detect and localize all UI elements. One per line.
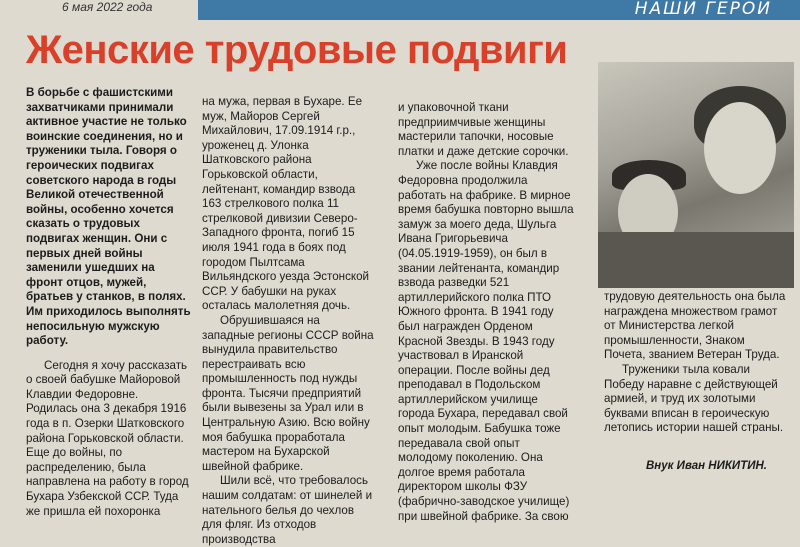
article-column-1 <box>26 86 192 519</box>
body-paragraph: на мужа, первая в Бухаре. Ее муж, Майоров Сергей Михайлович, 17.09.1914 г.р., уроженец д. Улонка Шатковского района Горьковской области, лейтенант, командир взвода 163 стрелкового полка 11 стрелковой дивизии Северо-Западного фронта, погиб 15 июля 1941 года в боях под городом Пылтсама Вильяндского уезда Эстонской ССР. У бабушки на руках осталась малолетняя дочь. <box>202 95 369 313</box>
body-paragraph: Уже после войны Клавдия Федоровна продолжила работать на фабрике. В мирное время бабушка повторно вышла замуж за моего деда, Шульга Ивана Григорьевича (04.05.1919-1959), он был в звании лейтенанта, командир взвода разведки 521 артиллерийского полка ПТО Южного фронта. В 1941 году был награжден Орденом Красной Звезды. В 1943 году участвовал в Иранской операции. После войны дед преподавал в Подольском артиллерийском училище города Бухара, передавал свой опыт молодым. Бабушка тоже передавала свой опыт молодому поколению. Она долгое время работала директором школы ФЗУ (фабрично-заводское училище) при швейной фабрике. За свою <box>398 159 574 523</box>
article-column-2 <box>202 95 374 547</box>
article-column-4 <box>604 290 788 436</box>
article-headline: Женские трудовые подвиги <box>26 28 568 72</box>
body-paragraph: трудовую деятельность она была награждена множеством грамот от Министерства легкой промышленности, Знаком Почета, званием Ветеран Труда. <box>604 290 786 362</box>
photo-woman-face <box>704 102 776 194</box>
article-column-3 <box>398 101 576 524</box>
body-paragraph: Труженики тыла ковали Победу наравне с действующей армией, и труд их золотыми буквами вписан в героическую летопись истории нашей страны. <box>604 362 784 435</box>
author-signature: Внук Иван НИКИТИН. <box>646 460 767 472</box>
photo-clothing <box>598 232 794 288</box>
rubric-title: НАШИ ГЕРОИ <box>634 0 772 19</box>
portrait-photo <box>598 62 794 288</box>
body-paragraph: Обрушившаяся на западные регионы СССР война вынудила правительство перестраивать всю промышленность под нужды фронта. Тысячи предприятий были вывезены за Урал или в Центральную Азию. Всю войну моя бабушка проработала мастером на Бухарской швейной фабрике. <box>202 313 374 473</box>
body-paragraph: и упаковочной ткани предприимчивые женщины мастерили тапочки, носовые платки и даже детские сорочки. <box>398 101 569 158</box>
lead-paragraph: В борьбе с фашистскими захватчиками принимали активное участие не только воинские соединения, но и труженики тыла. Говоря о героических подвигах советского народа в годы Великой отечественной войны, особенно хочется сказать о трудовых подвигах женщин. Они с первых дней войны заменили ушедших на фронт отцов, мужей, братьев у станков, в полях. Им приходилось выполнять непосильную мужскую работу. <box>26 86 191 348</box>
body-paragraph: Сегодня я хочу рассказать о своей бабушке Майоровой Клавдии Федоровне. Родилась она 3 декабря 1916 года в п. Озерки Шатковского района Горьковской области. Еще до войны, по распределению, была направлена на работу в город Бухара Узбекской ССР. Туда же пришла ей похоронка <box>26 358 189 518</box>
rubric-bar <box>198 0 800 20</box>
issue-date: 6 мая 2022 года <box>62 0 153 14</box>
body-paragraph: Шили всё, что требовалось нашим солдатам: от шинелей и нательного белья до чехлов для фляг. Из отходов производства <box>202 474 373 546</box>
